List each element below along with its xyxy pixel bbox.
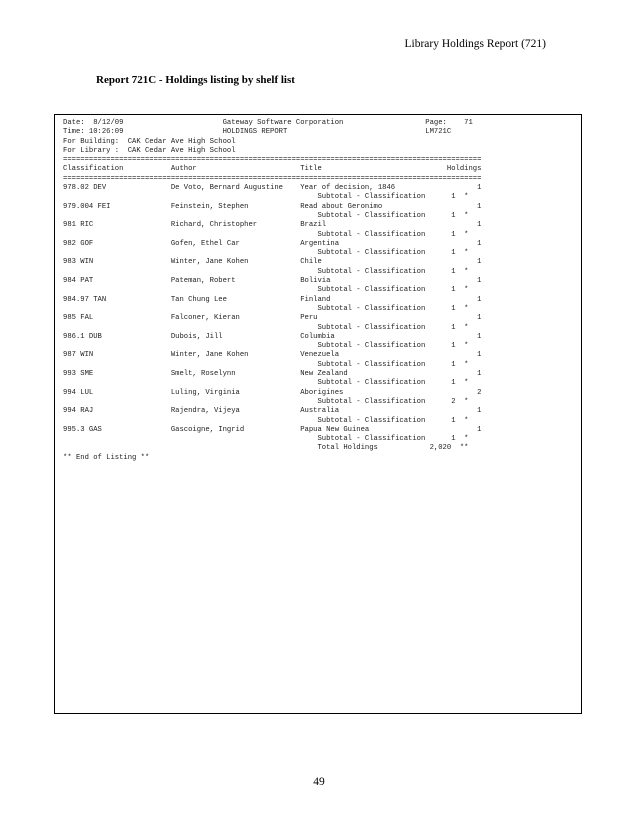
report-line: 984 PAT Pateman, Robert Bolivia 1 [63,277,482,286]
report-line: Subtotal - Classification 1 * [63,323,469,332]
report-line: 993 SME Smelt, Roselynn New Zealand 1 [63,370,482,379]
report-line: 987 WIN Winter, Jane Kohen Venezuela 1 [63,351,482,360]
report-line: Date: 8/12/09 Gateway Software Corporation Page: 71 [63,119,473,127]
report-line: Subtotal - Classification 1 * [63,249,469,258]
report-line: Subtotal - Classification 1 * [63,342,469,351]
report-line: 983 WIN Winter, Jane Kohen Chile 1 [63,258,482,267]
report-line: 978.02 DEV De Voto, Bernard Augustine Year of decision, 1846 1 [63,184,482,193]
report-listing [63,119,481,463]
report-line: Subtotal - Classification 1 * [63,267,469,276]
report-line: 986.1 DUB Dubois, Jill Columbia 1 [63,332,482,341]
report-line: Classification Author Title Holdings [63,165,482,174]
report-line: Subtotal - Classification 1 * [63,193,469,202]
report-printout [54,114,582,714]
page-header: Library Holdings Report (721) [404,38,546,50]
report-line: Total Holdings 2,020 ** [63,444,469,453]
report-line: Time: 10:26:09 HOLDINGS REPORT LM721C [63,128,452,137]
report-line: Subtotal - Classification 1 * [63,304,469,313]
report-line: 982 GOF Gofen, Ethel Car Argentina 1 [63,239,482,248]
report-line: 994 RAJ Rajendra, Vijeya Australia 1 [63,407,482,416]
report-line: For Library : CAK Cedar Ave High School [63,146,236,155]
report-line: Subtotal - Classification 1 * [63,416,469,425]
report-line: Subtotal - Classification 1 * [63,360,469,369]
report-line: ================================================================================================= [63,156,482,165]
report-line: 981 RIC Richard, Christopher Brazil 1 [63,221,482,230]
report-line: 985 FAL Falconer, Kieran Peru 1 [63,314,482,323]
report-line: Subtotal - Classification 1 * [63,435,469,444]
report-heading: Report 721C - Holdings listing by shelf list [96,74,295,86]
report-line: Subtotal - Classification 1 * [63,286,469,295]
page-number: 49 [313,776,325,788]
report-line: 979.004 FEI Feinstein, Stephen Read about Geronimo 1 [63,202,482,211]
report-line: For Building: CAK Cedar Ave High School [63,137,236,146]
report-line: Subtotal - Classification 1 * [63,379,469,388]
report-line: Subtotal - Classification 1 * [63,211,469,220]
report-line: Subtotal - Classification 1 * [63,230,469,239]
report-line: ================================================================================================= [63,174,482,183]
report-line: 995.3 GAS Gascoigne, Ingrid Papua New Guinea 1 [63,425,482,434]
report-line: Subtotal - Classification 2 * [63,397,469,406]
report-line: ** End of Listing ** [63,453,150,462]
report-line: 994 LUL Luling, Virginia Aborigines 2 [63,388,482,397]
report-line: 984.97 TAN Tan Chung Lee Finland 1 [63,295,482,304]
